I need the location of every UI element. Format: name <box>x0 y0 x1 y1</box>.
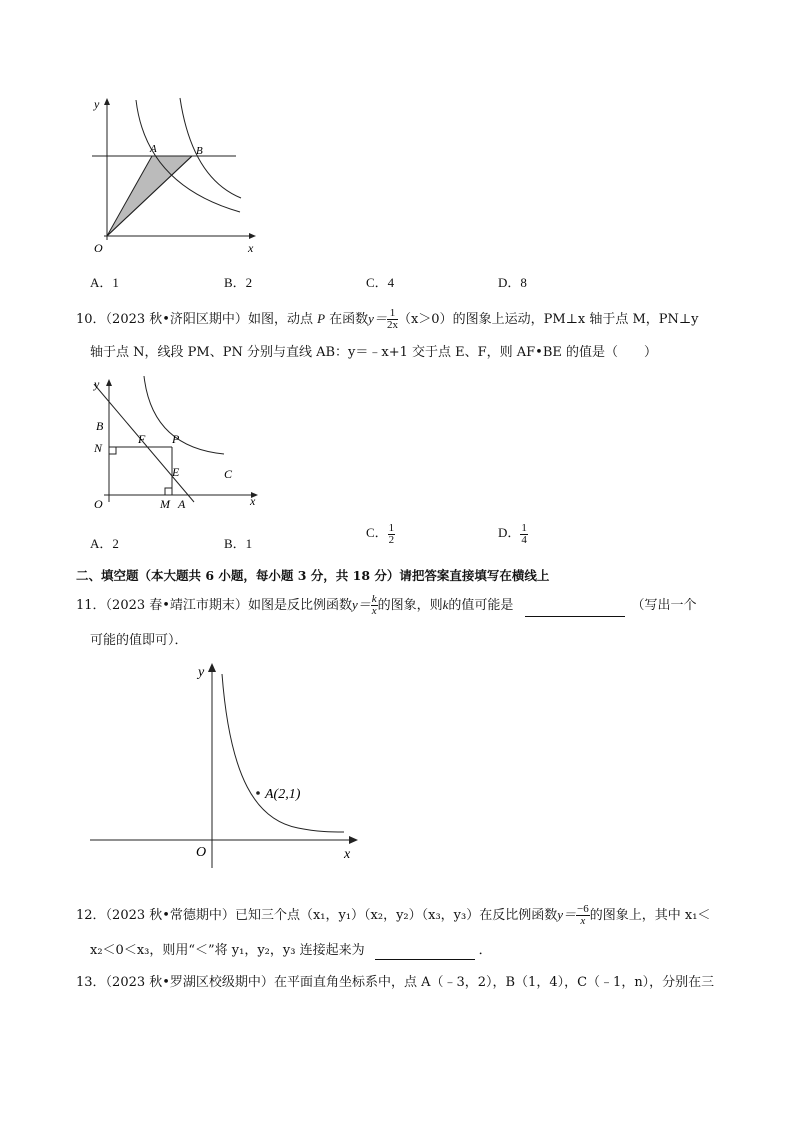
q11-k: k <box>442 597 449 612</box>
q10-option-d[interactable] <box>498 522 528 546</box>
q9-option-d[interactable]: D．8 <box>498 275 527 290</box>
fig10-label-f: F <box>138 432 146 446</box>
figure-q10 <box>86 372 266 512</box>
fig9-label-x: x <box>248 241 254 255</box>
q11-text2: 的图象，则 <box>377 598 443 613</box>
q10-option-d-num: 1 <box>521 521 527 534</box>
q12-frac-den: x <box>580 915 586 927</box>
q10-text2: 在函数 <box>325 312 369 327</box>
q10-option-c[interactable] <box>366 522 395 546</box>
q10-option-d-label: D． <box>498 525 521 540</box>
curve-c <box>144 376 224 454</box>
q11-frac-num: k <box>371 593 377 605</box>
q12-line2-text: x₂＜0＜x₃，则用“＜”将 y₁，y₂，y₃ 连接起来为 <box>90 943 365 958</box>
outer-curve <box>180 98 241 198</box>
q9-option-b[interactable]: B．2 <box>224 275 253 290</box>
q11-answer-blank[interactable] <box>525 602 625 617</box>
x-axis-arrow <box>349 836 358 844</box>
y-axis-arrow <box>104 98 110 105</box>
figure-q11 <box>86 658 366 868</box>
q13-text1: 在平面直角坐标系中，点 A（﹣3，2），B（1，4），C（﹣1，n），分别在三 <box>273 975 715 990</box>
q13-source: （2023 秋•罗湖区校级期中） <box>105 975 274 990</box>
q10-line1 <box>76 308 698 331</box>
q12-number: 12． <box>76 908 106 923</box>
fig10-label-m: M <box>160 497 170 511</box>
q10-option-c-den: 2 <box>388 533 395 546</box>
q10-option-d-frac <box>520 523 528 546</box>
fig11-point-label: A(2,1) <box>265 787 301 802</box>
q12-text1: 已知三个点（x₁，y₁）（x₂，y₂）（x₃，y₃）在反比例函数 <box>234 908 558 923</box>
fig10-label-a: A <box>178 497 186 511</box>
q13-line1 <box>76 974 714 992</box>
q10-p: P <box>317 311 326 326</box>
q12-frac-num: −6 <box>577 903 589 915</box>
q10-text1: 如图，动点 <box>247 312 318 327</box>
q11-frac-den: x <box>371 605 377 617</box>
q12-fraction <box>576 904 590 927</box>
fig10-label-b: B <box>96 419 104 433</box>
q11-func-y: y＝ <box>351 597 371 612</box>
q10-option-a[interactable]: A．2 <box>90 536 119 551</box>
point-a <box>256 791 260 795</box>
q10-cond: （x＞0） <box>397 312 453 327</box>
section-2-header: 二、填空题（本大题共 6 小题，每小题 3 分，共 18 分）请把答案直接填写在横线上 <box>76 568 550 583</box>
figure-q9 <box>84 90 264 260</box>
q10-option-c-frac <box>388 523 396 546</box>
q12-source: （2023 秋•常德期中） <box>105 908 235 923</box>
q10-func-y: y＝ <box>368 311 387 326</box>
q10-text4: PM⊥x 轴于点 M，PN⊥y <box>543 312 699 327</box>
q12-func-y: y＝ <box>557 907 577 922</box>
q10-option-c-num: 1 <box>388 521 395 534</box>
q10-frac-den: 2x <box>386 319 398 331</box>
x-axis-arrow <box>249 233 256 239</box>
fig10-label-o: O <box>94 497 103 511</box>
q9-option-a[interactable]: A．1 <box>90 275 119 290</box>
q12-end: ． <box>478 943 492 958</box>
q10-line2: 轴于点 N，线段 PM、PN 分别与直线 AB：y＝﹣x+1 交于点 E、F，则 AF•BE 的值是（ ） <box>90 345 658 360</box>
q11-text3: 的值可能是 <box>448 598 514 613</box>
fig10-label-n: N <box>94 441 103 455</box>
q12-answer-blank[interactable] <box>375 945 475 960</box>
q11-text4: （写出一个 <box>631 598 697 613</box>
q11-fraction <box>371 594 378 617</box>
q11-text1: 如图是反比例函数 <box>247 598 352 613</box>
q12-text2: 的图象上，其中 x₁＜ <box>589 908 711 923</box>
q12-line2 <box>90 942 492 960</box>
q11-number: 11． <box>76 598 106 613</box>
q10-option-b[interactable]: B．1 <box>224 536 253 551</box>
q10-frac-num: 1 <box>387 308 398 320</box>
q11-line1 <box>76 594 696 617</box>
q10-fraction <box>387 308 398 331</box>
right-angle-m <box>165 488 172 495</box>
hyperbola-curve <box>222 674 344 832</box>
fig10-label-y: y <box>94 377 100 391</box>
fig9-label-b: B <box>196 145 203 157</box>
y-axis-arrow <box>106 379 112 386</box>
q11-source: （2023 春•靖江市期末） <box>105 598 248 613</box>
fig10-label-c: C <box>224 467 233 481</box>
q10-option-c-label: C． <box>366 525 388 540</box>
fig11-label-y: y <box>198 665 205 680</box>
y-axis-arrow <box>208 663 216 672</box>
q10-source: （2023 秋•济阳区期中） <box>105 312 248 327</box>
fig11-label-o: O <box>196 845 207 860</box>
fig11-label-x: x <box>344 847 351 862</box>
fig10-label-e: E <box>172 465 180 479</box>
q10-number: 10． <box>76 312 106 327</box>
q9-option-c[interactable]: C．4 <box>366 275 395 290</box>
fig9-label-a: A <box>150 143 157 155</box>
right-angle-n <box>109 447 116 454</box>
fig10-label-p: P <box>172 432 180 446</box>
fig10-label-x: x <box>250 494 256 508</box>
q10-option-d-den: 4 <box>521 533 527 546</box>
fig9-label-y: y <box>94 97 100 111</box>
q11-line2: 可能的值即可）． <box>90 633 188 648</box>
fig9-label-o: O <box>94 241 103 255</box>
q12-line1 <box>76 904 710 927</box>
q10-text3: 的图象上运动， <box>452 312 544 327</box>
q13-number: 13． <box>76 975 106 990</box>
